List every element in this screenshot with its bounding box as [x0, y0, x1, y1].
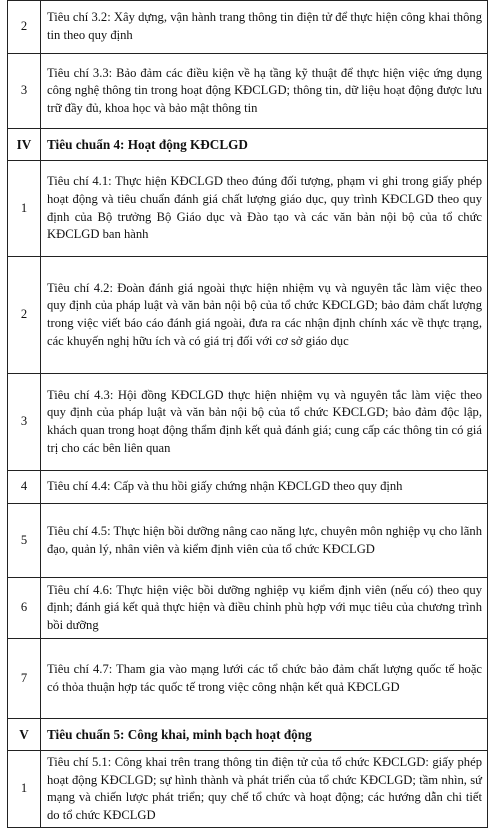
criterion-text: Tiêu chí 3.2: Xây dựng, vận hành trang thông tin điện tử để thực hiện công khai thông tin theo quy định — [41, 1, 488, 54]
criterion-text: Tiêu chí 4.7: Tham gia vào mạng lưới các tổ chức bảo đảm chất lượng quốc tế hoặc có thỏa thuận hợp tác quốc tế trong việc công nhận kết quả KĐCLGD — [41, 639, 488, 719]
criteria-table-body — [8, 1, 488, 828]
section-title: Tiêu chuẩn 5: Công khai, minh bạch hoạt động — [41, 719, 488, 751]
criterion-text: Tiêu chí 3.3: Bảo đảm các điều kiện về hạ tầng kỹ thuật để thực hiện việc ứng dụng công nghệ thông tin trong hoạt động KĐCLGD; thông tin, dữ liệu hoạt động được lưu trữ đầy đủ, khoa học và bảo mật thông tin — [41, 54, 488, 129]
row-number: 6 — [8, 578, 41, 639]
criterion-text: Tiêu chí 4.3: Hội đồng KĐCLGD thực hiện nhiệm vụ và nguyên tắc làm việc theo quy định của pháp luật và văn bản nội bộ của tổ chức KĐCLGD; bảo đảm độc lập, khách quan trong hoạt động thẩm định kết quả đánh giá; cung cấp các thông tin có giá trị cho các bên liên quan — [41, 374, 488, 471]
criterion-row — [8, 257, 488, 374]
criterion-row — [8, 751, 488, 828]
criterion-text: Tiêu chí 4.1: Thực hiện KĐCLGD theo đúng đối tượng, phạm vi ghi trong giấy phép hoạt động và tiêu chuẩn đánh giá chất lượng giáo dục, quy trình KĐCLGD theo quy định của Bộ trưởng Bộ Giáo dục và Đào tạo và các văn bản nội bộ của tổ chức KĐCLGD ban hành — [41, 161, 488, 257]
row-number: 3 — [8, 54, 41, 129]
criterion-text: Tiêu chí 4.4: Cấp và thu hồi giấy chứng nhận KĐCLGD theo quy định — [41, 471, 488, 504]
criterion-row — [8, 54, 488, 129]
section-row — [8, 129, 488, 161]
row-number: 2 — [8, 1, 41, 54]
section-title: Tiêu chuẩn 4: Hoạt động KĐCLGD — [41, 129, 488, 161]
criterion-text: Tiêu chí 4.6: Thực hiện việc bồi dưỡng nghiệp vụ kiểm định viên (nếu có) theo quy định; đánh giá kết quả thực hiện và điều chỉnh phù hợp với mục tiêu của chương trình bồi dưỡng — [41, 578, 488, 639]
section-row — [8, 719, 488, 751]
row-number: IV — [8, 129, 41, 161]
criteria-table — [7, 0, 488, 828]
row-number: 5 — [8, 504, 41, 578]
criterion-row — [8, 578, 488, 639]
row-number: 7 — [8, 639, 41, 719]
criterion-row — [8, 471, 488, 504]
criterion-text: Tiêu chí 5.1: Công khai trên trang thông tin điện tử của tổ chức KĐCLGD: giấy phép hoạt động KĐCLGD; sự hình thành và phát triển của tổ chức KĐCLGD; tầm nhìn, sứ mạng và chiến lược phát triển; quy chế tổ chức và hoạt động; các hướng dẫn chi tiết do tổ chức KĐCLGD — [41, 751, 488, 828]
row-number: V — [8, 719, 41, 751]
criterion-text: Tiêu chí 4.2: Đoàn đánh giá ngoài thực hiện nhiệm vụ và nguyên tắc làm việc theo quy định của pháp luật và văn bản nội bộ của tổ chức KĐCLGD; bảo đảm chất lượng trong việc viết báo cáo đánh giá ngoài, đưa ra các nhận định chính xác về thực trạng, các khuyến nghị hữu ích và có giá trị đối với cơ sở giáo dục — [41, 257, 488, 374]
row-number: 1 — [8, 161, 41, 257]
row-number: 4 — [8, 471, 41, 504]
criterion-row — [8, 639, 488, 719]
criterion-text: Tiêu chí 4.5: Thực hiện bồi dưỡng nâng cao năng lực, chuyên môn nghiệp vụ cho lãnh đạo, quản lý, nhân viên và kiểm định viên của tổ chức KĐCLGD — [41, 504, 488, 578]
criterion-row — [8, 504, 488, 578]
row-number: 1 — [8, 751, 41, 828]
criterion-row — [8, 374, 488, 471]
criterion-row — [8, 1, 488, 54]
row-number: 2 — [8, 257, 41, 374]
criterion-row — [8, 161, 488, 257]
row-number: 3 — [8, 374, 41, 471]
